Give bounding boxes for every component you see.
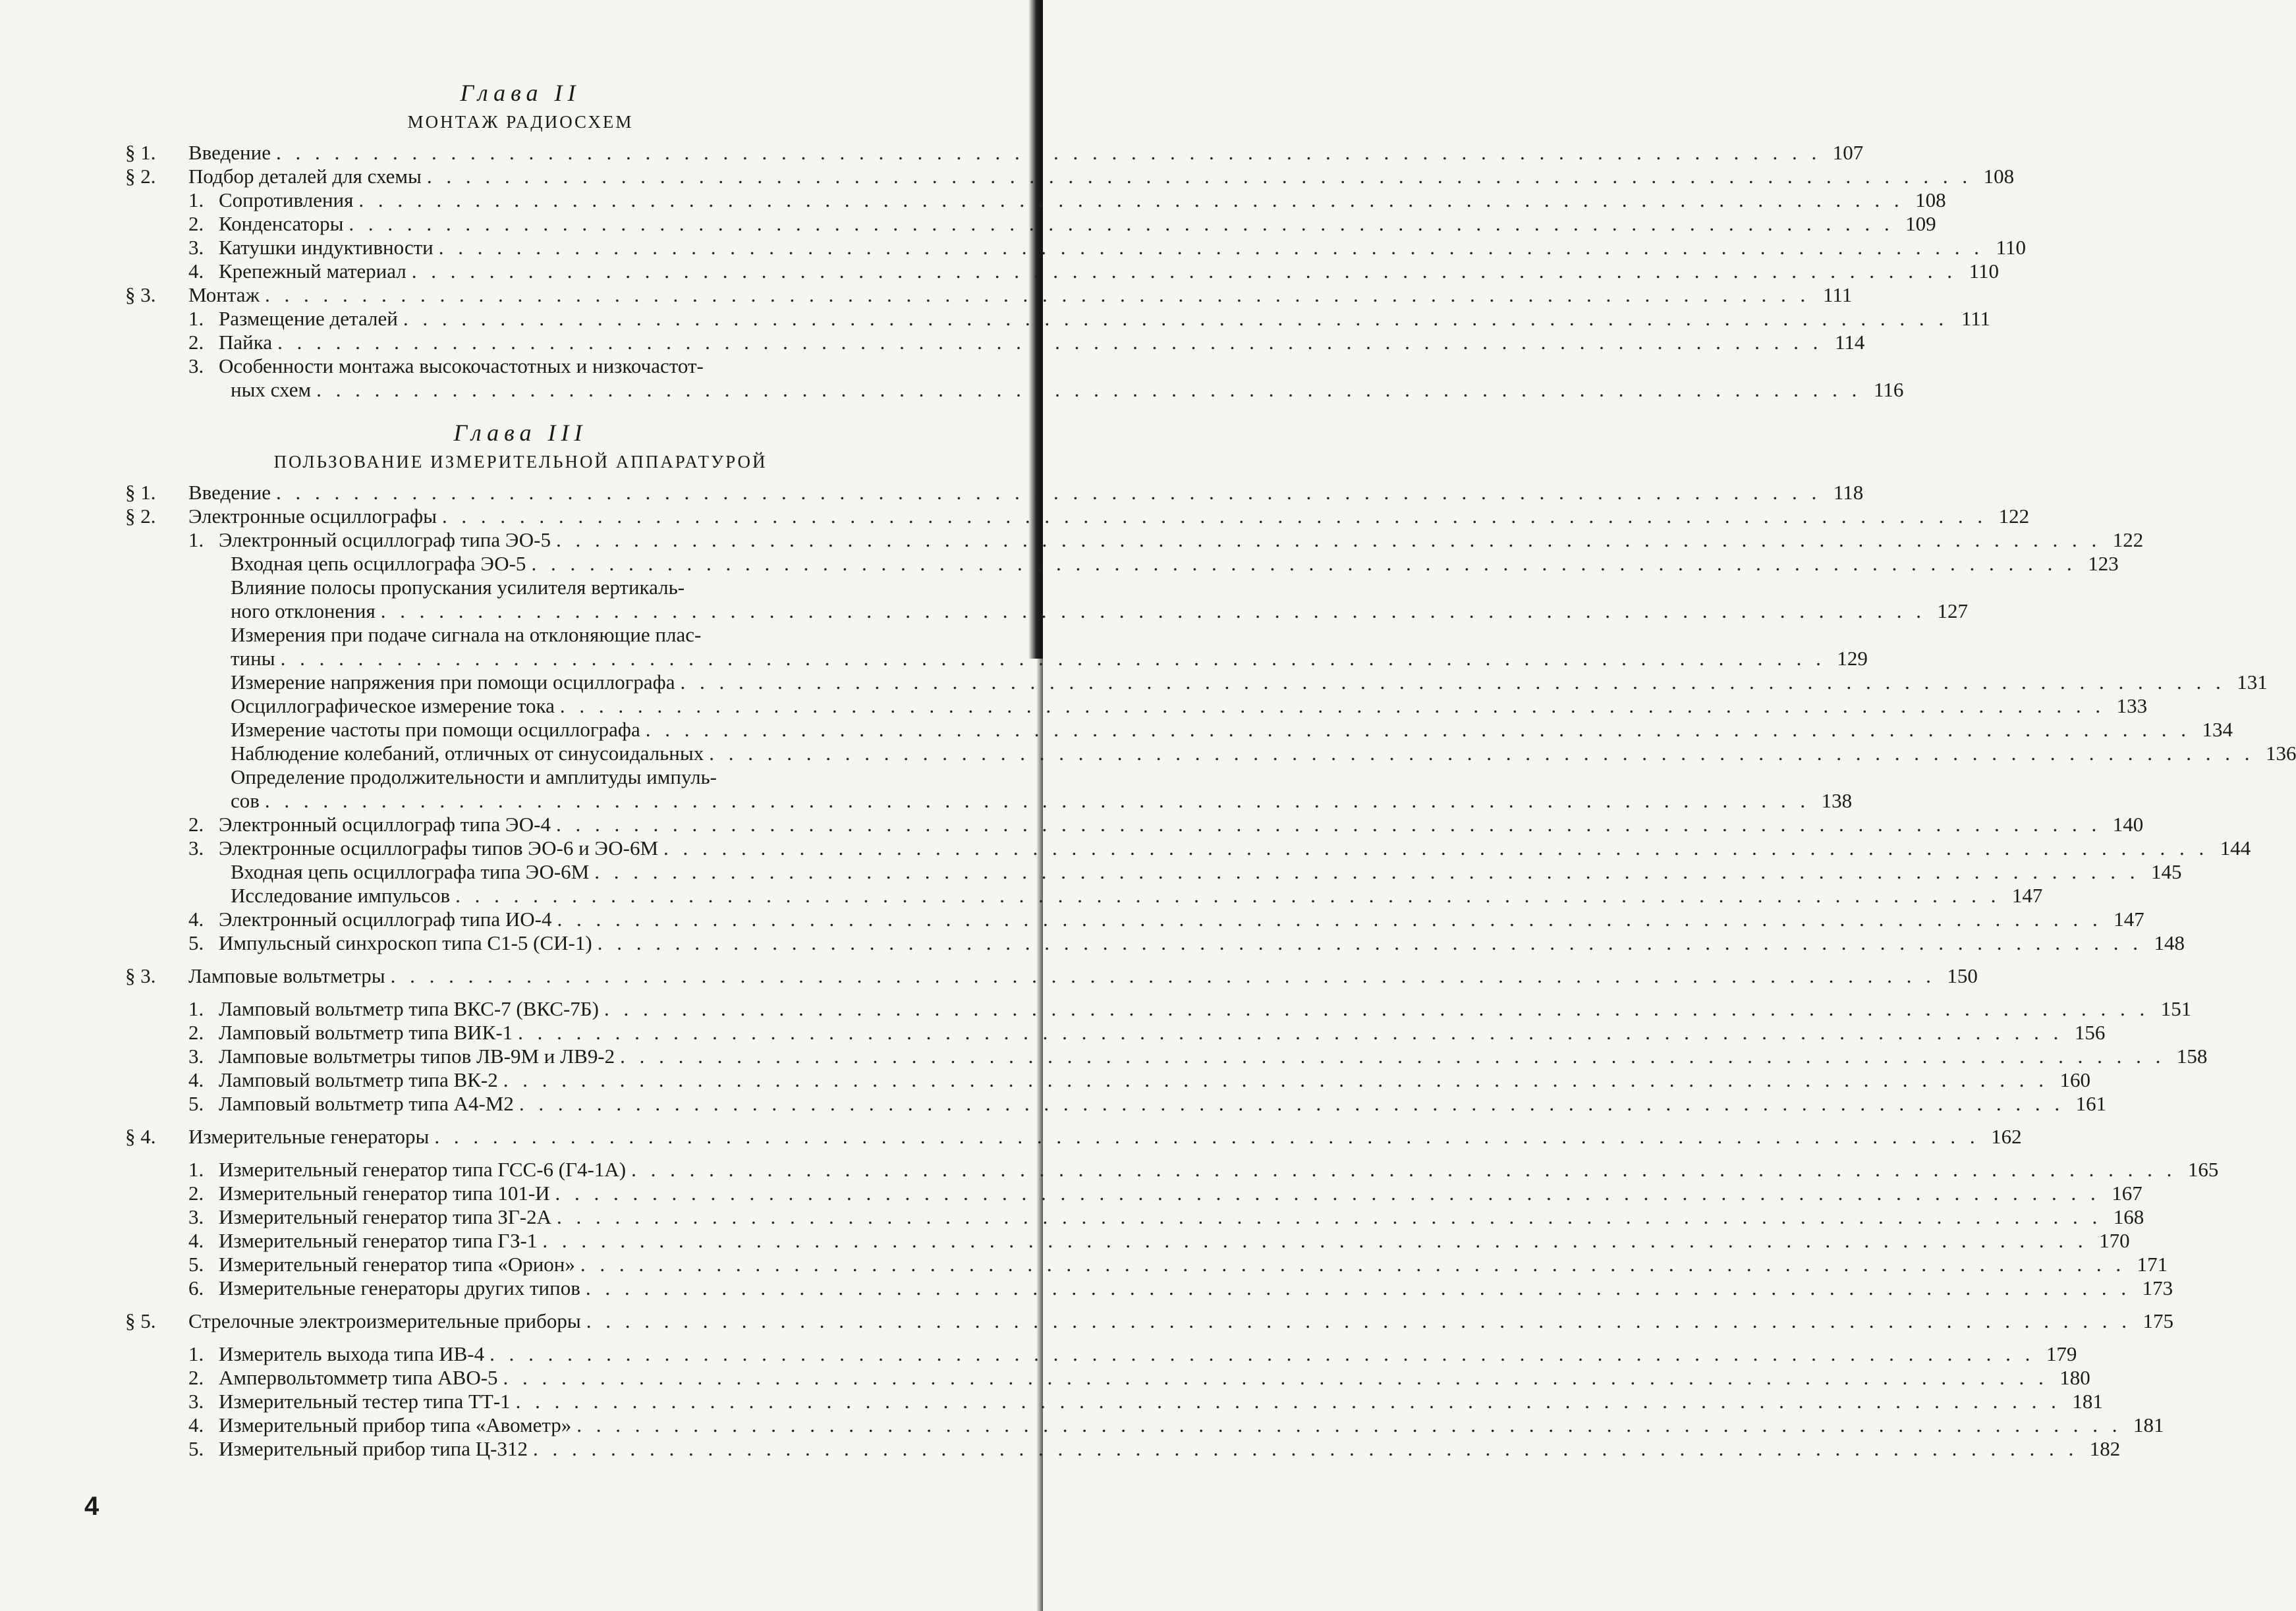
entry-title: Монтаж <box>188 283 260 306</box>
leader-dots: . . . . . . . . . . . . . . . . . . . . . . . . . . . . . . . . . . . . . . . . . . . . . . . . . . . . . . . . . . . . . . . . . . . . . . . . . . . . . . . . <box>441 505 1988 528</box>
toc-entry[interactable] <box>125 1158 2219 1182</box>
entry-title: Измерительные генераторы других типов <box>219 1276 580 1299</box>
entry-page-number: 108 <box>1915 188 1946 211</box>
chapter-title: МОНТАЖ РАДИОСХЕМ <box>407 112 634 132</box>
entry-number: 2. <box>188 813 204 836</box>
entry-page-number: 168 <box>2113 1205 2144 1228</box>
entry-page-number: 173 <box>2142 1276 2173 1299</box>
entry-title: Измеритель выхода типа ИВ-4 <box>219 1342 485 1365</box>
entry-number: § 3. <box>125 283 156 306</box>
entry-page-number: 181 <box>2072 1390 2103 1413</box>
entry-number: 1. <box>188 997 204 1020</box>
entry-number: 3. <box>188 354 204 377</box>
entry-title: Электронный осциллограф типа ЭО-5 <box>219 528 551 551</box>
leader-dots: . . . . . . . . . . . . . . . . . . . . . . . . . . . . . . . . . . . . . . . . . . . . . . . . . . . . . . . . . . . . . . . . . . . . . . . . . . . . . . . . <box>555 528 2102 551</box>
leader-dots: . . . . . . . . . . . . . . . . . . . . . . . . . . . . . . . . . . . . . . . . . . . . . . . . . . . . . . . . . . . . . . . . . . . . . . . . . . . . . . . . <box>490 1342 2035 1365</box>
leader-dots: . . . . . . . . . . . . . . . . . . . . . . . . . . . . . . . . . . . . . . . . . . . . . . . . . . . . . . . . . . . . . . . . . . . . . . . . . . . . . . . . <box>555 1182 2100 1205</box>
entry-title: Ламповый вольтметр типа ВКС-7 (ВКС-7Б) <box>219 997 599 1020</box>
entry-gap <box>125 1149 916 1158</box>
toc-entry[interactable] <box>125 1390 2103 1413</box>
toc-entry[interactable] <box>125 1205 2144 1229</box>
entry-title: Измерительный генератор типа ЗГ-2А <box>219 1205 551 1228</box>
entry-title: Катушки индуктивности <box>219 236 434 259</box>
entry-page-number: 116 <box>1874 378 1904 401</box>
entry-page-number: 140 <box>2112 813 2144 836</box>
entry-page-number: 134 <box>2202 718 2233 741</box>
entry-page-number: 114 <box>1834 331 1865 354</box>
toc-entry[interactable] <box>125 1366 2090 1390</box>
toc-entry[interactable] <box>125 1437 2121 1461</box>
leader-dots: . . . . . . . . . . . . . . . . . . . . . . . . . . . . . . . . . . . . . . . . . . . . . . . . . . . . . . . . . . . . . . . . . . . . . . . . . . . . . . . . <box>411 259 1957 283</box>
leader-dots: . . . . . . . . . . . . . . . . . . . . . . . . . . . . . . . . . . . . . . . . . . . . . . . . . . . . . . . . . . . . . . . . . . . . . . . . . . . . . . . . <box>603 997 2150 1020</box>
leader-dots: . . . . . . . . . . . . . . . . . . . . . . . . . . . . . . . . . . . . . . . . . . . . . . . . . . . . . . . . . . . . . . . . . . . . . . . . . . . . . . . . <box>434 1125 1980 1148</box>
entry-page-number: 122 <box>1998 505 2030 528</box>
entry-title: Введение <box>188 141 271 164</box>
entry-number: 2. <box>188 1021 204 1044</box>
entry-number: 4. <box>188 1413 204 1436</box>
toc-entry[interactable] <box>125 694 2148 718</box>
entry-page-number: 110 <box>1996 236 2027 259</box>
entry-page-number: 123 <box>2088 552 2119 575</box>
entry-page-number: 109 <box>1905 212 1936 235</box>
entry-title: Осциллографическое измерение тока <box>231 694 555 717</box>
entry-number: 4. <box>188 1229 204 1252</box>
entry-page-number: 111 <box>1961 307 1991 330</box>
toc-entry[interactable] <box>125 931 2185 955</box>
toc-entry[interactable] <box>125 1253 2168 1276</box>
entry-gap <box>125 1116 916 1125</box>
entry-number: 4. <box>188 1068 204 1091</box>
leader-dots: . . . . . . . . . . . . . . . . . . . . . . . . . . . . . . . . . . . . . . . . . . . . . . . . . . . . . . . . . . . . . . . . . . . . . . . . . . . . . . . . <box>264 789 1810 812</box>
entry-page-number: 129 <box>1837 647 1868 670</box>
toc-entry[interactable] <box>125 718 2233 742</box>
leader-dots: . . . . . . . . . . . . . . . . . . . . . . . . . . . . . . . . . . . . . . . . . . . . . . . . . . . . . . . . . . . . . . . . . . . . . . . . . . . . . . . . <box>455 884 2001 907</box>
entry-page-number: 170 <box>2099 1229 2130 1252</box>
entry-page-number: 118 <box>1833 481 1864 504</box>
entry-number: 4. <box>188 259 204 283</box>
entry-title: Входная цепь осциллографа ЭО-5 <box>231 552 526 575</box>
leader-dots: . . . . . . . . . . . . . . . . . . . . . . . . . . . . . . . . . . . . . . . . . . . . . . . . . . . . . . . . . . . . . . . . . . . . . . . . . . . . . . . . <box>576 1413 2122 1436</box>
entry-title: Ламповые вольтметры <box>188 964 385 987</box>
entry-number: § 2. <box>125 505 156 528</box>
chapter-gap <box>125 402 916 419</box>
toc-entry[interactable] <box>125 908 2144 931</box>
leader-dots: . . . . . . . . . . . . . . . . . . . . . . . . . . . . . . . . . . . . . . . . . . . . . . . . . . . . . . . . . . . . . . . . . . . . . . . . . . . . . . . . <box>532 1437 2079 1460</box>
entry-title: Пайка <box>219 331 273 354</box>
entry-page-number: 180 <box>2059 1366 2090 1389</box>
toc-entry[interactable] <box>125 1342 2077 1366</box>
entry-title: Измерительный тестер типа ТТ-1 <box>219 1390 511 1413</box>
entry-title: Введение <box>188 481 271 504</box>
toc-entry[interactable] <box>125 670 2268 694</box>
entry-number: 2. <box>188 212 204 235</box>
entry-page-number: 147 <box>2114 908 2144 931</box>
entry-page-number: 182 <box>2089 1437 2121 1460</box>
toc-section-entry[interactable] <box>125 481 1864 505</box>
entry-title: Ампервольтомметр типа АВО-5 <box>219 1366 498 1389</box>
toc-entry[interactable] <box>125 836 2251 860</box>
entry-number: 2. <box>188 1182 204 1205</box>
entry-title: Влияние полосы пропускания усилителя вертикаль- <box>231 576 685 599</box>
toc-section-entry[interactable] <box>125 505 2030 528</box>
entry-number: 3. <box>188 1205 204 1228</box>
entry-title: Измерительный прибор типа Ц-312 <box>219 1437 528 1460</box>
leader-dots: . . . . . . . . . . . . . . . . . . . . . . . . . . . . . . . . . . . . . . . . . . . . . . . . . . . . . . . . . . . . . . . . . . . . . . . . . . . . . . . . <box>680 670 2226 694</box>
chapter-title: ПОЛЬЗОВАНИЕ ИЗМЕРИТЕЛЬНОЙ АППАРАТУРОЙ <box>273 452 768 472</box>
entry-number: § 4. <box>125 1125 156 1148</box>
toc-entry[interactable] <box>125 1413 2164 1437</box>
toc-entry[interactable] <box>125 1045 2208 1068</box>
entry-title: Определение продолжительности и амплитуды импуль- <box>231 765 717 788</box>
leader-dots: . . . . . . . . . . . . . . . . . . . . . . . . . . . . . . . . . . . . . . . . . . . . . . . . . . . . . . . . . . . . . . . . . . . . . . . . . . . . . . . . <box>597 931 2142 954</box>
leader-dots: . . . . . . . . . . . . . . . . . . . . . . . . . . . . . . . . . . . . . . . . . . . . . . . . . . . . . . . . . . . . . . . . . . . . . . . . . . . . . . . . <box>515 1390 2061 1413</box>
entry-title: Измерительные генераторы <box>188 1125 430 1148</box>
leader-dots: . . . . . . . . . . . . . . . . . . . . . . . . . . . . . . . . . . . . . . . . . . . . . . . . . . . . . . . . . . . . . . . . . . . . . . . . . . . . . . . . <box>585 1276 2131 1299</box>
leader-dots: . . . . . . . . . . . . . . . . . . . . . . . . . . . . . . . . . . . . . . . . . . . . . . . . . . . . . . . . . . . . . . . . . . . . . . . . . . . . . . . . <box>503 1068 2049 1091</box>
entry-page-number: 175 <box>2142 1309 2173 1332</box>
leader-dots: . . . . . . . . . . . . . . . . . . . . . . . . . . . . . . . . . . . . . . . . . . . . . . . . . . . . . . . . . . . . . . . . . . . . . . . . . . . . . . . . <box>620 1045 2166 1068</box>
leader-dots: . . . . . . . . . . . . . . . . . . . . . . . . . . . . . . . . . . . . . . . . . . . . . . . . . . . . . . . . . . . . . . . . . . . . . . . . . . . . . . . . <box>586 1309 2131 1332</box>
toc-entry[interactable] <box>125 576 916 599</box>
entry-gap <box>125 955 916 964</box>
leader-dots: . . . . . . . . . . . . . . . . . . . . . . . . . . . . . . . . . . . . . . . . . . . . . . . . . . . . . . . . . . . . . . . . . . . . . . . . . . . . . . . . <box>594 860 2140 883</box>
entry-title: Электронный осциллограф типа ИО-4 <box>219 908 552 931</box>
toc-entry[interactable] <box>125 259 1999 283</box>
entry-title: Электронные осциллографы типов ЭО-6 и ЭО-6М <box>219 836 659 860</box>
toc-entry[interactable] <box>125 212 1936 236</box>
entry-title: Конденсаторы <box>219 212 344 235</box>
entry-title: Особенности монтажа высокочастотных и низкочастот- <box>219 354 704 377</box>
entry-number: 5. <box>188 1437 204 1460</box>
entry-title: Исследование импульсов <box>231 884 451 907</box>
leader-dots: . . . . . . . . . . . . . . . . . . . . . . . . . . . . . . . . . . . . . . . . . . . . . . . . . . . . . . . . . . . . . . . . . . . . . . . . . . . . . . . . <box>380 599 1926 622</box>
entry-number: 6. <box>188 1276 204 1299</box>
entry-title: Входная цепь осциллографа типа ЭО-6М <box>231 860 590 883</box>
entry-page-number: 162 <box>1991 1125 2022 1148</box>
toc-entry[interactable] <box>125 307 1991 331</box>
toc-section-entry[interactable] <box>125 141 1864 165</box>
toc-entry[interactable] <box>125 1068 2091 1092</box>
entry-page-number: 150 <box>1947 964 1978 987</box>
toc-entry[interactable] <box>125 789 1853 813</box>
leader-dots: . . . . . . . . . . . . . . . . . . . . . . . . . . . . . . . . . . . . . . . . . . . . . . . . . . . . . . . . . . . . . . . . . . . . . . . . . . . . . . . . <box>316 378 1862 401</box>
leader-dots: . . . . . . . . . . . . . . . . . . . . . . . . . . . . . . . . . . . . . . . . . . . . . . . . . . . . . . . . . . . . . . . . . . . . . . . . . . . . . . . . <box>277 331 1823 354</box>
entry-number: 1. <box>188 188 204 211</box>
toc-entry[interactable] <box>125 236 2027 259</box>
toc-entry[interactable] <box>125 647 1868 670</box>
toc-entry[interactable] <box>125 1092 2107 1116</box>
entry-title: Крепежный материал <box>219 259 406 283</box>
entry-page-number: 131 <box>2237 670 2268 694</box>
entry-number: 3. <box>188 1390 204 1413</box>
entry-page-number: 148 <box>2154 931 2185 954</box>
entry-number: 5. <box>188 1092 204 1115</box>
entry-page-number: 122 <box>2112 528 2144 551</box>
entry-number: 1. <box>188 528 204 551</box>
entry-title: Подбор деталей для схемы <box>188 165 422 188</box>
toc-entry[interactable] <box>125 1021 2106 1045</box>
entry-title: Ламповые вольтметры типов ЛВ-9М и ЛВ9-2 <box>219 1045 615 1068</box>
entry-number: 5. <box>188 931 204 954</box>
entry-title: Измерительный генератор типа 101-И <box>219 1182 550 1205</box>
leader-dots: . . . . . . . . . . . . . . . . . . . . . . . . . . . . . . . . . . . . . . . . . . . . . . . . . . . . . . . . . . . . . . . . . . . . . . . . . . . . . . . . <box>645 718 2191 741</box>
toc-entry[interactable] <box>125 331 1865 354</box>
toc-entry[interactable] <box>125 599 1968 623</box>
entry-title: Электронные осциллографы <box>188 505 437 528</box>
leader-dots: . . . . . . . . . . . . . . . . . . . . . . . . . . . . . . . . . . . . . . . . . . . . . . . . . . . . . . . . . . . . . . . . . . . . . . . . . . . . . . . . <box>426 165 1973 188</box>
leader-dots: . . . . . . . . . . . . . . . . . . . . . . . . . . . . . . . . . . . . . . . . . . . . . . . . . . . . . . . . . . . . . . . . . . . . . . . . . . . . . . . . <box>265 283 1810 306</box>
entry-page-number: 161 <box>2075 1092 2107 1115</box>
entry-number: 3. <box>188 236 204 259</box>
entry-number: 3. <box>188 1045 204 1068</box>
toc-section-entry[interactable] <box>125 1309 2173 1333</box>
leader-dots: . . . . . . . . . . . . . . . . . . . . . . . . . . . . . . . . . . . . . . . . . . . . . . . . . . . . . . . . . . . . . . . . . . . . . . . . . . . . . . . . <box>557 908 2102 931</box>
leader-dots: . . . . . . . . . . . . . . . . . . . . . . . . . . . . . . . . . . . . . . . . . . . . . . . . . . . . . . . . . . . . . . . . . . . . . . . . . . . . . . . . <box>559 694 2106 717</box>
entry-gap <box>125 1333 916 1342</box>
toc-entry[interactable] <box>125 860 2182 884</box>
page-number: 4 <box>84 1492 99 1521</box>
entry-page-number: 107 <box>1832 141 1864 164</box>
entry-page-number: 111 <box>1823 283 1853 306</box>
toc-entry[interactable] <box>125 528 2144 552</box>
leader-dots: . . . . . . . . . . . . . . . . . . . . . . . . . . . . . . . . . . . . . . . . . . . . . . . . . . . . . . . . . . . . . . . . . . . . . . . . . . . . . . . . <box>631 1158 2177 1181</box>
entry-gap <box>125 1300 916 1309</box>
entry-page-number: 133 <box>2116 694 2148 717</box>
toc-section-entry[interactable] <box>125 964 1978 988</box>
entry-title: Наблюдение колебаний, отличных от синусоидальных <box>231 742 704 765</box>
toc-entry[interactable] <box>125 552 2119 576</box>
leader-dots: . . . . . . . . . . . . . . . . . . . . . . . . . . . . . . . . . . . . . . . . . . . . . . . . . . . . . . . . . . . . . . . . . . . . . . . . . . . . . . . . <box>709 742 2254 765</box>
entry-title: Электронный осциллограф типа ЭО-4 <box>219 813 551 836</box>
entry-page-number: 156 <box>2074 1021 2106 1044</box>
entry-page-number: 179 <box>2046 1342 2077 1365</box>
leader-dots: . . . . . . . . . . . . . . . . . . . . . . . . . . . . . . . . . . . . . . . . . . . . . . . . . . . . . . . . . . . . . . . . . . . . . . . . . . . . . . . . <box>390 964 1936 987</box>
leader-dots: . . . . . . . . . . . . . . . . . . . . . . . . . . . . . . . . . . . . . . . . . . . . . . . . . . . . . . . . . . . . . . . . . . . . . . . . . . . . . . . . <box>555 813 2102 836</box>
toc-entry[interactable] <box>125 1229 2130 1253</box>
leader-dots: . . . . . . . . . . . . . . . . . . . . . . . . . . . . . . . . . . . . . . . . . . . . . . . . . . . . . . . . . . . . . . . . . . . . . . . . . . . . . . . . <box>280 647 1826 670</box>
chapter-heading: Глава III <box>453 420 588 446</box>
entry-number: 2. <box>188 331 204 354</box>
entry-page-number: 181 <box>2133 1413 2164 1436</box>
leader-dots: . . . . . . . . . . . . . . . . . . . . . . . . . . . . . . . . . . . . . . . . . . . . . . . . . . . . . . . . . . . . . . . . . . . . . . . . . . . . . . . . <box>663 836 2209 860</box>
toc-section-entry[interactable] <box>125 165 2015 188</box>
leader-dots: . . . . . . . . . . . . . . . . . . . . . . . . . . . . . . . . . . . . . . . . . . . . . . . . . . . . . . . . . . . . . . . . . . . . . . . . . . . . . . . . <box>358 188 1904 211</box>
toc-entry[interactable] <box>125 1276 2173 1300</box>
toc-section-entry[interactable] <box>125 1125 2022 1149</box>
entry-page-number: 108 <box>1983 165 2015 188</box>
entry-title: тины <box>231 647 275 670</box>
entry-title: Измерительный генератор типа «Орион» <box>219 1253 575 1276</box>
entry-page-number: 158 <box>2176 1045 2208 1068</box>
entry-title: Измерительный генератор типа ГСС-6 (Г4-1А) <box>219 1158 627 1181</box>
entry-page-number: 167 <box>2112 1182 2142 1205</box>
entry-title: Измерительный прибор типа «Авометр» <box>219 1413 572 1436</box>
entry-title: Измерения при подаче сигнала на отклоняющие плас- <box>231 623 702 646</box>
leader-dots: . . . . . . . . . . . . . . . . . . . . . . . . . . . . . . . . . . . . . . . . . . . . . . . . . . . . . . . . . . . . . . . . . . . . . . . . . . . . . . . . <box>518 1092 2065 1115</box>
entry-number: § 5. <box>125 1309 156 1332</box>
leader-dots: . . . . . . . . . . . . . . . . . . . . . . . . . . . . . . . . . . . . . . . . . . . . . . . . . . . . . . . . . . . . . . . . . . . . . . . . . . . . . . . . <box>580 1253 2126 1276</box>
leader-dots: . . . . . . . . . . . . . . . . . . . . . . . . . . . . . . . . . . . . . . . . . . . . . . . . . . . . . . . . . . . . . . . . . . . . . . . . . . . . . . . . <box>557 1205 2102 1228</box>
leader-dots: . . . . . . . . . . . . . . . . . . . . . . . . . . . . . . . . . . . . . . . . . . . . . . . . . . . . . . . . . . . . . . . . . . . . . . . . . . . . . . . . <box>542 1229 2088 1252</box>
toc-section-entry[interactable] <box>125 283 1853 307</box>
leader-dots: . . . . . . . . . . . . . . . . . . . . . . . . . . . . . . . . . . . . . . . . . . . . . . . . . . . . . . . . . . . . . . . . . . . . . . . . . . . . . . . . <box>531 552 2077 575</box>
toc-entry[interactable] <box>125 997 2192 1021</box>
toc-entry[interactable] <box>125 354 916 378</box>
entry-number: 3. <box>188 836 204 860</box>
entry-title: Ламповый вольтметр типа ВИК-1 <box>219 1021 513 1044</box>
entry-number: 1. <box>188 307 204 330</box>
toc-entry[interactable] <box>125 765 916 789</box>
leader-dots: . . . . . . . . . . . . . . . . . . . . . . . . . . . . . . . . . . . . . . . . . . . . . . . . . . . . . . . . . . . . . . . . . . . . . . . . . . . . . . . . <box>403 307 1949 330</box>
entry-number: 1. <box>188 1158 204 1181</box>
leader-dots: . . . . . . . . . . . . . . . . . . . . . . . . . . . . . . . . . . . . . . . . . . . . . . . . . . . . . . . . . . . . . . . . . . . . . . . . . . . . . . . . <box>275 481 1822 504</box>
entry-number: 4. <box>188 908 204 931</box>
entry-number: § 1. <box>125 481 156 504</box>
entry-title: Измерение напряжения при помощи осциллографа <box>231 670 675 694</box>
entry-title: Измерение частоты при помощи осциллографа <box>231 718 640 741</box>
entry-page-number: 136 <box>2265 742 2296 765</box>
entry-title: ного отклонения <box>231 599 376 622</box>
entry-number: 2. <box>188 1366 204 1389</box>
entry-page-number: 138 <box>1821 789 1853 812</box>
entry-title: Размещение деталей <box>219 307 398 330</box>
entry-page-number: 127 <box>1937 599 1968 622</box>
entry-title: Ламповый вольтметр типа ВК-2 <box>219 1068 498 1091</box>
entry-number: 5. <box>188 1253 204 1276</box>
entry-page-number: 147 <box>2011 884 2043 907</box>
entry-title: ных схем <box>231 378 312 401</box>
toc-entry[interactable] <box>125 188 1946 212</box>
entry-page-number: 145 <box>2150 860 2182 883</box>
entry-title: сов <box>231 789 260 812</box>
entry-page-number: 165 <box>2187 1158 2219 1181</box>
toc-entry[interactable] <box>125 623 916 647</box>
entry-title: Сопротивления <box>219 188 354 211</box>
entry-page-number: 160 <box>2059 1068 2091 1091</box>
leader-dots: . . . . . . . . . . . . . . . . . . . . . . . . . . . . . . . . . . . . . . . . . . . . . . . . . . . . . . . . . . . . . . . . . . . . . . . . . . . . . . . . <box>349 212 1894 235</box>
entry-number: § 2. <box>125 165 156 188</box>
leader-dots: . . . . . . . . . . . . . . . . . . . . . . . . . . . . . . . . . . . . . . . . . . . . . . . . . . . . . . . . . . . . . . . . . . . . . . . . . . . . . . . . <box>438 236 1984 259</box>
entry-title: Ламповый вольтметр типа А4-М2 <box>219 1092 514 1115</box>
toc-entry[interactable] <box>125 378 1904 402</box>
toc-entry[interactable] <box>125 813 2144 836</box>
chapter-heading: Глава II <box>460 80 581 106</box>
entry-title: Импульсный синхроскоп типа С1-5 (СИ-1) <box>219 931 592 954</box>
table-of-contents <box>125 79 2296 1461</box>
toc-entry[interactable] <box>125 884 2043 908</box>
entry-page-number: 144 <box>2220 836 2251 860</box>
entry-page-number: 151 <box>2160 997 2192 1020</box>
leader-dots: . . . . . . . . . . . . . . . . . . . . . . . . . . . . . . . . . . . . . . . . . . . . . . . . . . . . . . . . . . . . . . . . . . . . . . . . . . . . . . . . <box>518 1021 2063 1044</box>
toc-entry[interactable] <box>125 742 2296 765</box>
entry-number: 1. <box>188 1342 204 1365</box>
leader-dots: . . . . . . . . . . . . . . . . . . . . . . . . . . . . . . . . . . . . . . . . . . . . . . . . . . . . . . . . . . . . . . . . . . . . . . . . . . . . . . . . <box>275 141 1822 164</box>
entry-page-number: 171 <box>2137 1253 2168 1276</box>
leader-dots: . . . . . . . . . . . . . . . . . . . . . . . . . . . . . . . . . . . . . . . . . . . . . . . . . . . . . . . . . . . . . . . . . . . . . . . . . . . . . . . . <box>503 1366 2048 1389</box>
toc-entry[interactable] <box>125 1182 2142 1205</box>
entry-gap <box>125 988 916 997</box>
entry-number: § 1. <box>125 141 156 164</box>
entry-page-number: 110 <box>1969 259 1999 283</box>
entry-title: Стрелочные электроизмерительные приборы <box>188 1309 581 1332</box>
entry-title: Измерительный генератор типа ГЗ-1 <box>219 1229 538 1252</box>
entry-number: § 3. <box>125 964 156 987</box>
